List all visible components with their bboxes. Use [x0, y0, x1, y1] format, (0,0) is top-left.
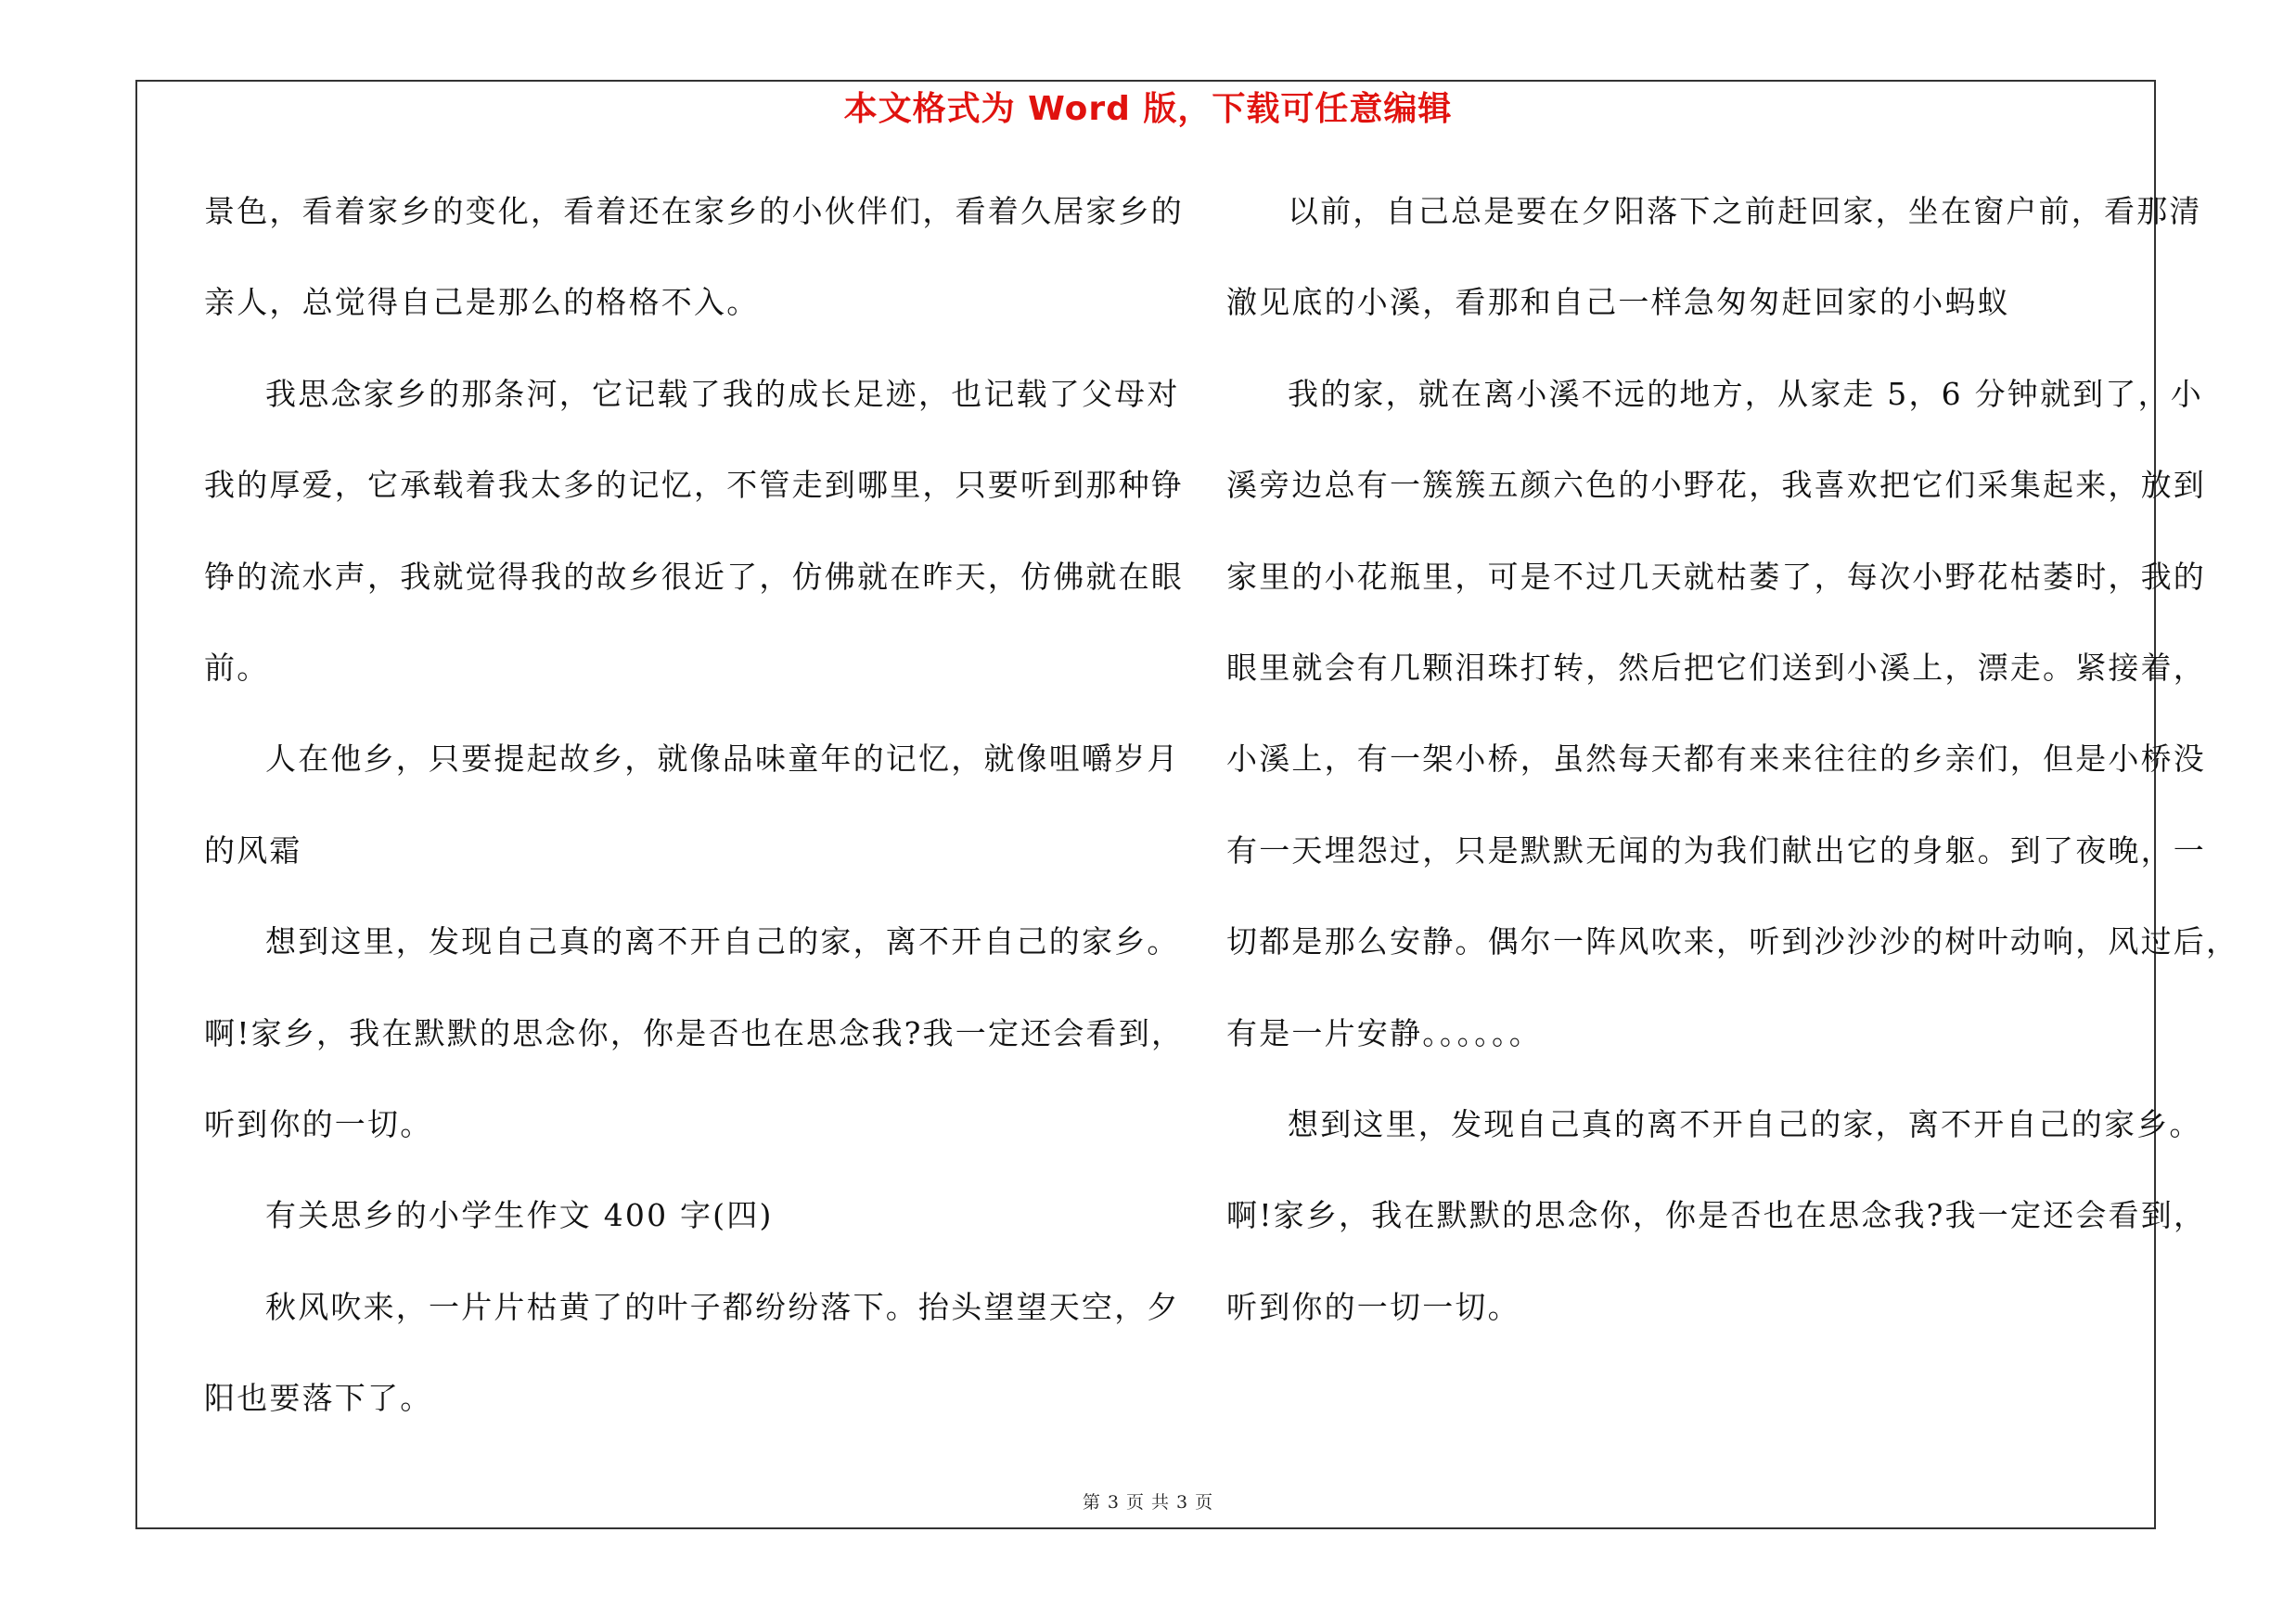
right-column-text-line: 有一天埋怨过，只是默默无闻的为我们献出它的身躯。到了夜晚，一 [1226, 831, 2206, 869]
left-column-text-line: 前。 [204, 649, 270, 686]
left-column-text-line: 秋风吹来，一片片枯黄了的叶子都纷纷落下。抬头望望天空，夕 [265, 1288, 1180, 1325]
left-column-text-line: 啊!家乡，我在默默的思念你，你是否也在思念我?我一定还会看到， [204, 1014, 1185, 1051]
right-column-text-line: 澈见底的小溪，看那和自己一样急匆匆赶回家的小蚂蚁 [1226, 284, 2010, 321]
page-indicator: 第 3 页 共 3 页 [1082, 1492, 1214, 1513]
left-column-text-line: 我的厚爱，它承载着我太多的记忆，不管走到哪里，只要听到那种铮 [204, 467, 1184, 504]
left-column-text-line: 人在他乡，只要提起故乡，就像品味童年的记忆，就像咀嚼岁月 [265, 741, 1180, 778]
left-column [204, 182, 1185, 1460]
right-column-text-line: 眼里就会有几颗泪珠打转，然后把它们送到小溪上，漂走。紧接着， [1226, 649, 2206, 686]
left-column-text-line: 景色，看着家乡的变化，看着还在家乡的小伙伴们，看着久居家乡的 [204, 193, 1184, 229]
right-column-text-line: 溪旁边总有一簇簇五颜六色的小野花，我喜欢把它们采集起来，放到 [1226, 467, 2206, 504]
right-column-text-line: 小溪上，有一架小桥，虽然每天都有来来往往的乡亲们，但是小桥没 [1226, 741, 2206, 778]
right-column-text-line: 啊!家乡，我在默默的思念你，你是否也在思念我?我一定还会看到， [1226, 1197, 2207, 1234]
left-column-text-line: 亲人，总觉得自己是那么的格格不入。 [204, 284, 760, 321]
left-column-text-line: 有关思乡的小学生作文 400 字(四) [265, 1197, 774, 1234]
left-column-text-line: 铮的流水声，我就觉得我的故乡很近了，仿佛就在昨天，仿佛就在眼 [204, 558, 1184, 595]
left-column-text-line: 想到这里，发现自己真的离不开自己的家，离不开自己的家乡。 [265, 923, 1180, 960]
right-column-text-line: 想到这里，发现自己真的离不开自己的家，离不开自己的家乡。 [1288, 1105, 2202, 1142]
left-column-text-line: 我思念家乡的那条河，它记载了我的成长足迹，也记载了父母对 [265, 375, 1180, 412]
right-column-text-line: 以前，自己总是要在夕阳落下之前赶回家，坐在窗户前，看那清 [1288, 193, 2202, 229]
right-column-text-line: 听到你的一切一切。 [1226, 1288, 1520, 1325]
left-column-text-line: 的风霜 [204, 831, 302, 869]
left-column-text-line: 阳也要落下了。 [204, 1380, 433, 1417]
header-banner: 本文格式为 Word 版，下载可任意编辑 [843, 90, 1453, 128]
right-column-text-line: 我的家，就在离小溪不远的地方，从家走 5，6 分钟就到了，小 [1288, 375, 2203, 412]
left-column-text-line: 听到你的一切。 [204, 1105, 433, 1142]
right-column-text-line: 切都是那么安静。偶尔一阵风吹来，听到沙沙沙的树叶动响，风过后， [1226, 923, 2239, 960]
right-column-text-line: 有是一片安静。。。。。。 [1226, 1014, 1542, 1051]
right-column-text-line: 家里的小花瓶里，可是不过几天就枯萎了，每次小野花枯萎时，我的 [1226, 558, 2206, 595]
right-column [1226, 182, 2239, 1369]
